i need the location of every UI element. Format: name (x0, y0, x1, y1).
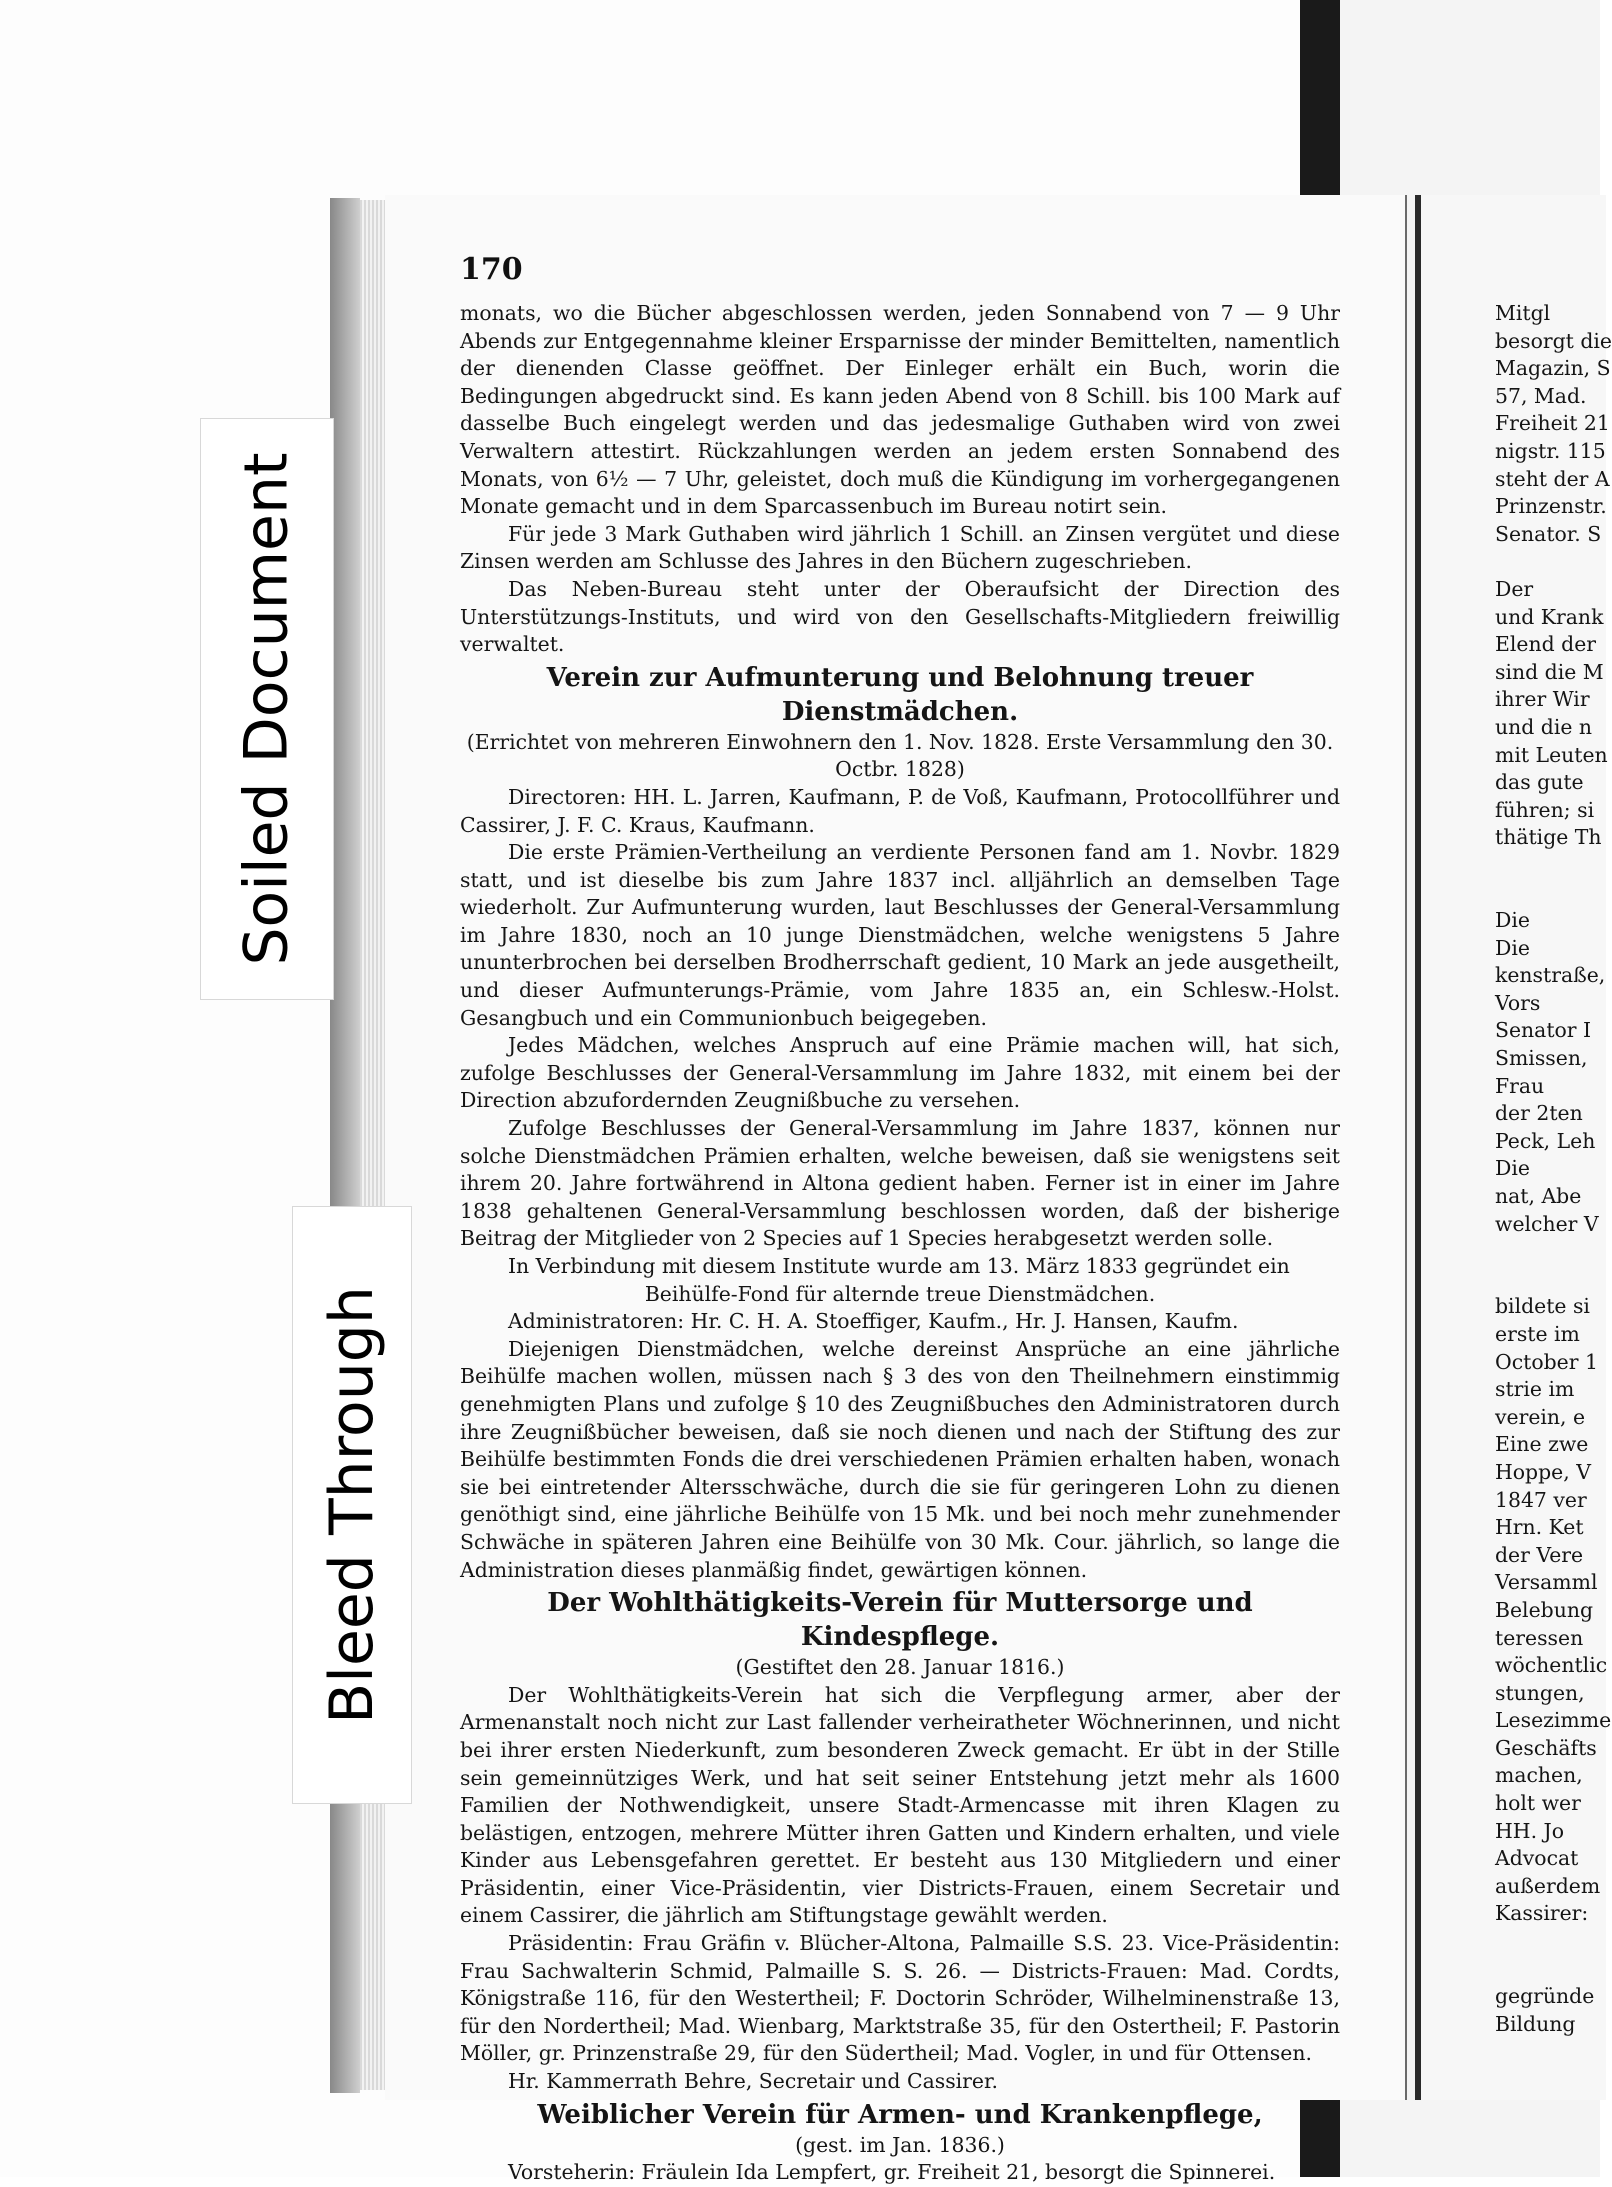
neighbor-line: Frau (1495, 1073, 1545, 1098)
neighbor-line: erste im (1495, 1321, 1580, 1346)
neighbor-line (1495, 1956, 1605, 1984)
neighbor-line: teressen (1495, 1625, 1584, 1650)
neighbor-line: HH. Jo (1495, 1818, 1564, 1843)
paragraph: Vorsteherin: Fräulein Ida Lempfert, gr. Freiheit 21, besorgt die Spinnerei. (508, 2160, 1276, 2185)
paragraph: Beihülfe-Fond für alternde treue Dienstmädchen. (644, 1281, 1156, 1306)
neighbor-line: Geschäfts (1495, 1735, 1597, 1760)
neighbor-line: Die (1495, 908, 1530, 933)
paragraph: Hr. Kammerrath Behre, Secretair und Cassirer. (508, 2069, 998, 2094)
neighbor-line: außerdem (1495, 1873, 1601, 1898)
paragraph: Der Wohlthätigkeits-Verein hat sich die Verpflegung armer, aber der Armenanstalt noch nicht zur Last fallender verheiratheter Wöchnerinnen, und nicht bei ihrer ersten Niederkunft, zum besonderen Zweck gemacht. Er übt in der Stille sein gemeinnütziges Werk, und hat seit seiner Entstehung jetzt mehr als 1600 Familien der Nothwendigkeit, unsere Stadt-Armencasse mit ihren Klagen zu belästigen, entzogen, mehrere Mütter ihren Gatten und Kindern erhalten, und viele Kinder aus Lebensgefahren gerettet. Er besteht aus 130 Mitgliedern und einer Präsidentin, einer Vice-Präsidentin, vier Districts-Frauen, einem Secretair und einem Cassirer, die jährlich am Stiftungstage gewählt werden. (460, 1682, 1340, 1928)
neighbor-line: Eine zwe (1495, 1432, 1589, 1457)
section-heading: Verein zur Aufmunterung und Belohnung treuer Dienstmädchen. (546, 662, 1254, 727)
neighbor-line: Die (1495, 1156, 1530, 1181)
paragraph: Das Neben-Bureau steht unter der Oberaufsicht der Direction des Unterstützungs-Instituts, und wird von den Gesellschafts-Mitgliedern freiwillig verwaltet. (460, 576, 1340, 657)
neighbor-line: Lesezimme (1495, 1708, 1612, 1733)
section-heading: Weiblicher Verein für Armen- und Krankenpflege, (537, 2099, 1263, 2130)
paragraph: (Errichtet von mehreren Einwohnern den 1. Nov. 1828. Erste Versammlung den 30. Octbr. 1828) (466, 729, 1334, 782)
neighbor-line: stungen, (1495, 1680, 1585, 1705)
paragraph: Präsidentin: Frau Gräfin v. Blücher-Altona, Palmaille S.S. 23. Vice-Präsidentin: Frau Sachwalterin Schmid, Palmaille S. S. 26. — Districts-Frauen: Mad. Cordts, Königstraße 116, für den Westertheil; F. Doctorin Schröder, Wilhelminenstraße 13, für den Nordertheil; Mad. Wienbarg, Marktstraße 35, für den Ostertheil; F. Pastorin Möller, gr. Prinzenstraße 29, für den Südertheil; Mad. Vogler, in und für Ottensen. (460, 1931, 1340, 2066)
neighbor-line: Versamml (1495, 1570, 1598, 1595)
neighbor-line: kenstraße, (1495, 963, 1606, 988)
neighbor-page-text (1495, 300, 1612, 2038)
neighbor-line: und die n (1495, 714, 1593, 739)
soiled-document-label (200, 418, 334, 1000)
neighbor-line: nat, Abe (1495, 1184, 1582, 1208)
neighbor-line: 57, Mad. (1495, 383, 1587, 408)
neighbor-line: October 1 (1495, 1349, 1598, 1374)
neighbor-line: 1847 ver (1495, 1487, 1587, 1512)
neighbor-line: Elend der (1495, 632, 1597, 657)
neighbor-line: nigstr. 115 (1495, 438, 1606, 463)
paragraph: (gest. im Jan. 1836.) (795, 2132, 1005, 2157)
neighbor-line: Mitgl (1495, 301, 1551, 325)
paragraph: Die erste Prämien-Vertheilung an verdiente Personen fand am 1. Novbr. 1829 statt, und ist dieselbe bis zum Jahre 1837 incl. alljährlich an demselben Tage wiederholt. Zur Aufmunterung wurden, laut Beschlusses der General-Versammlung im Jahre 1830, noch an 10 junge Dienstmädchen, welche wenigstens 5 Jahre ununterbrochen bei derselben Brodherrschaft gedient, 10 Mark an jede ausgetheilt, und dieser Aufmunterungs-Prämie, vom Jahre 1835 an, ein Schlesw.-Holst. Gesangbuch und ein Communionbuch beigegeben. (460, 840, 1340, 1030)
neighbor-line (1495, 548, 1605, 576)
neighbor-line: Hrn. Ket (1495, 1515, 1584, 1540)
page-number: 170 (460, 252, 523, 287)
neighbor-line: und Krank (1495, 604, 1604, 629)
paragraph: Zufolge Beschlusses der General-Versammlung im Jahre 1837, können nur solche Dienstmädchen Prämien erhalten, welche beweisen, daß sie wenigstens seit ihrem 20. Jahre fortwährend in Altona gedient haben. Ferner ist in einer im Jahre 1838 gehaltenen General-Versammlung beschlossen worden, daß der bisherige Beitrag der Mitglieder von 2 Species auf 1 Species herabgesetzt werden solle. (460, 1116, 1340, 1251)
neighbor-line: gegründe (1495, 1984, 1595, 2009)
neighbor-line: Bildung (1495, 2011, 1576, 2036)
page-body-text (460, 300, 1340, 2187)
neighbor-line: steht der A (1495, 466, 1610, 491)
neighbor-line: besorgt die (1495, 328, 1612, 353)
neighbor-line: das gute (1495, 770, 1584, 795)
paragraph: Für jede 3 Mark Guthaben wird jährlich 1 Schill. an Zinsen vergütet und diese Zinsen werden am Schlusse des Jahres in den Büchern zugeschrieben. (460, 521, 1340, 574)
neighbor-line: Magazin, S (1495, 356, 1611, 381)
neighbor-line: verein, e (1495, 1404, 1586, 1429)
neighbor-line: Hoppe, V (1495, 1459, 1591, 1484)
paragraph: Administratoren: Hr. C. H. A. Stoeffiger, Kaufm., Hr. J. Hansen, Kaufm. (508, 1309, 1239, 1334)
neighbor-line (1495, 1266, 1605, 1294)
paragraph: Diejenigen Dienstmädchen, welche dereinst Ansprüche an eine jährliche Beihülfe machen wollen, müssen nach § 3 des von den Theilnehmern einstimmig genehmigten Plans und zufolge § 10 des Zeugnißbuches den Administratoren durch ihre Zeugnißbücher beweisen, daß sie noch dienen und nach der Stiftung des zur Beihülfe bestimmten Fonds die drei verschiedenen Prämien erhalten haben, wonach sie bei eintretender Altersschwäche, durch die sie für geringeren Lohn zu dienen genöthigt sind, eine jährliche Beihülfe von 15 Mk. und bei noch mehr zunehmender Schwäche in späteren Jahren eine Beihülfe von 30 Mk. Cour. jährlich, so lange die Administration dieses planmäßig findet, gewärtigen können. (460, 1336, 1340, 1582)
neighbor-line (1495, 1238, 1605, 1266)
section-heading: Der Wohlthätigkeits-Verein für Muttersorge und Kindespflege. (547, 1588, 1253, 1653)
paragraph: monats, wo die Bücher abgeschlossen werden, jeden Sonnabend von 7 — 9 Uhr Abends zur Entgegennahme kleiner Ersparnisse der minder Bemittelten, namentlich der dienenden Classe geöffnet. Der Einleger erhält ein Buch, worin die Bedingungen abgedruckt sind. Es kann jeden Abend von 8 Schill. bis 100 Mark auf dasselbe Buch eingelegt werden und das jedesmalige Guthaben wird von zwei Verwaltern attestirt. Rückzahlungen werden an jedem ersten Sonnabend des Monats, von 6½ — 7 Uhr, geleistet, doch muß die Kündigung im vorhergegangenen Monate gemacht und in dem Sparcassenbuch im Bureau notirt sein. (460, 301, 1340, 519)
neighbor-line: welcher V (1495, 1211, 1599, 1236)
neighbor-line (1495, 1928, 1605, 1956)
neighbor-line: holt wer (1495, 1791, 1581, 1816)
neighbor-line: ihrer Wir (1495, 687, 1590, 712)
neighbor-line: Prinzenstr. (1495, 494, 1607, 519)
neighbor-line: Die (1495, 935, 1530, 960)
neighbor-line: Senator I (1495, 1018, 1592, 1043)
neighbor-line: bildete si (1495, 1294, 1590, 1319)
paragraph: In Verbindung mit diesem Institute wurde am 13. März 1833 gegründet ein (508, 1254, 1290, 1278)
neighbor-line: machen, (1495, 1763, 1583, 1788)
neighbor-line: der Vere (1495, 1542, 1584, 1567)
neighbor-line: führen; si (1495, 797, 1595, 822)
neighbor-line: Peck, Leh (1495, 1128, 1596, 1153)
neighbor-line: Advocat (1495, 1846, 1579, 1871)
neighbor-line: der 2ten (1495, 1101, 1583, 1126)
neighbor-line: Senator. S (1495, 521, 1602, 546)
neighbor-line: Kassirer: (1495, 1901, 1589, 1926)
neighbor-line: Vors (1495, 990, 1541, 1015)
neighbor-line: thätige Th (1495, 825, 1602, 850)
bleed-through-label-text: Bleed Through (317, 1286, 388, 1724)
paragraph: Jedes Mädchen, welches Anspruch auf eine Prämie machen will, hat sich, zufolge Beschlusses der General-Versammlung im Jahre 1832, mit einem bei der Direction abzufordernden Zeugnißbuche zu versehen. (460, 1033, 1340, 1113)
neighbor-line: wöchentlic (1495, 1653, 1608, 1678)
paragraph: Directoren: HH. L. Jarren, Kaufmann, P. de Voß, Kaufmann, Protocollführer und Cassirer, J. F. C. Kraus, Kaufmann. (460, 784, 1340, 837)
neighbor-line: Smissen, (1495, 1046, 1588, 1071)
paragraph: (Gestiftet den 28. Januar 1816.) (735, 1655, 1065, 1680)
neighbor-line: strie im (1495, 1377, 1575, 1402)
neighbor-line (1495, 879, 1605, 907)
neighbor-line (1495, 852, 1605, 880)
neighbor-line: Freiheit 21 (1495, 411, 1610, 436)
soiled-document-label-text: Soiled Document (232, 452, 303, 966)
neighbor-line: Der (1495, 576, 1534, 601)
bleed-through-label (292, 1206, 412, 1804)
book-spine-shadow (330, 198, 360, 2093)
neighbor-line: Belebung (1495, 1597, 1594, 1622)
neighbor-line: mit Leuten (1495, 742, 1608, 767)
neighbor-line: sind die M (1495, 659, 1604, 684)
